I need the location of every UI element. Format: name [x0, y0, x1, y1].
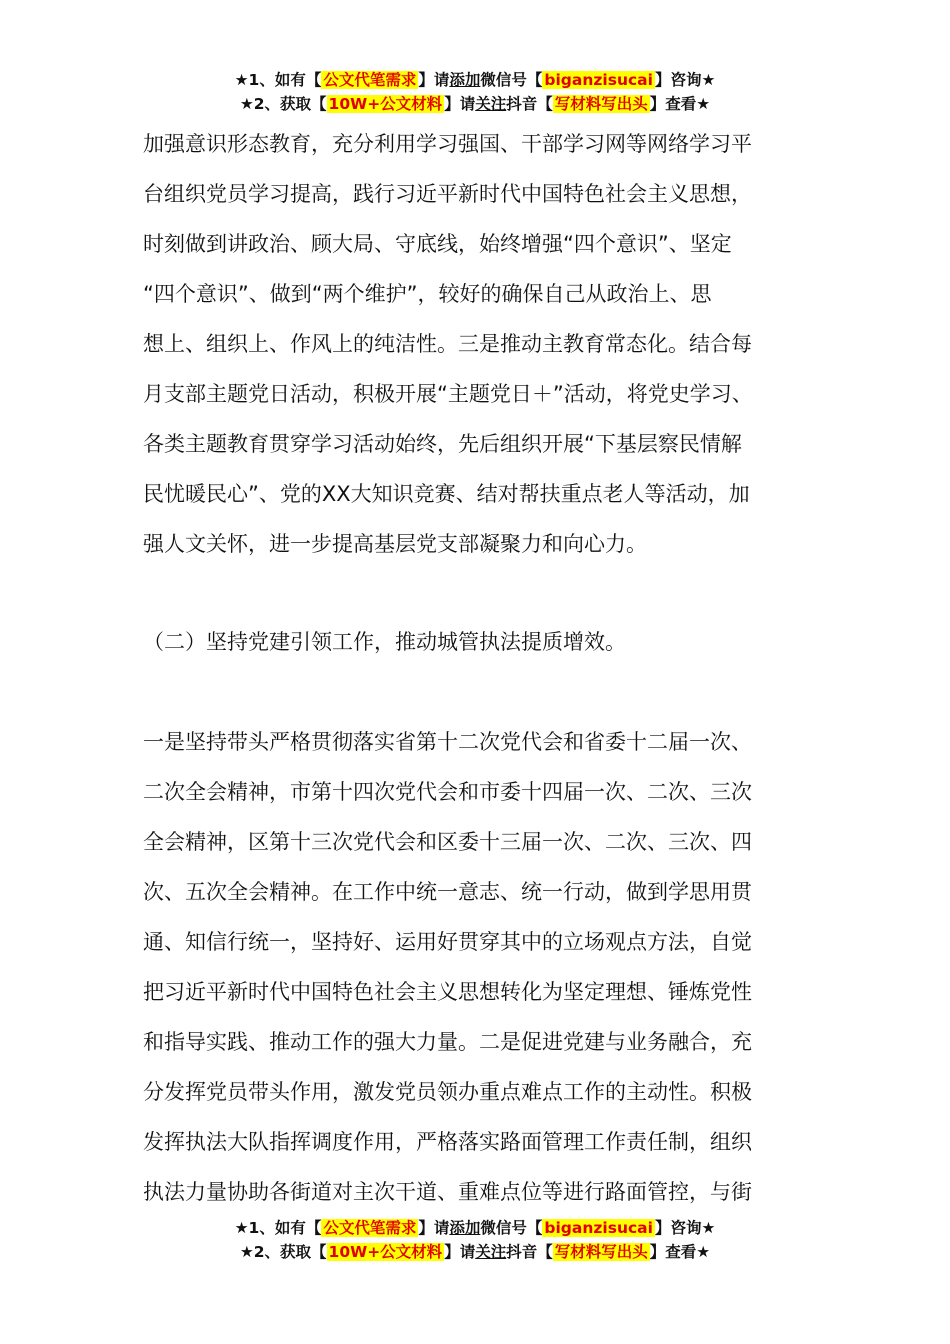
- banner-text: 微信号【: [480, 71, 543, 89]
- text-line: 次、五次全会精神。在工作中统一意志、统一行动，做到学思用贯: [143, 880, 752, 904]
- banner-text: 微信号【: [480, 1219, 543, 1237]
- banner-line-2: [0, 1240, 950, 1264]
- section-heading: [143, 617, 823, 667]
- text-line: 和指导实践、推动工作的强大力量。二是促进党建与业务融合，充: [143, 1030, 752, 1054]
- text-line: 民忧暖民心”、党的XX大知识竞赛、结对帮扶重点老人等活动，加: [143, 482, 750, 506]
- banner-text: ★1、如有【: [234, 1219, 322, 1237]
- banner-line-1: [0, 1216, 950, 1240]
- banner-highlight: 10W+公文材料: [328, 1243, 443, 1261]
- banner-text: ★2、获取【: [239, 95, 327, 113]
- banner-underline: 添加: [449, 1219, 481, 1237]
- banner-highlight: 10W+公文材料: [328, 95, 443, 113]
- footer-banner: [0, 1216, 950, 1264]
- banner-highlight: 写材料写出头: [554, 1243, 648, 1261]
- text-line: 强人文关怀，进一步提高基层党支部凝聚力和向心力。: [143, 532, 647, 556]
- banner-text: 】请: [444, 95, 476, 113]
- text-line: 时刻做到讲政治、顾大局、守底线，始终增强“四个意识”、坚定: [143, 232, 732, 256]
- banner-text: 】咨询★: [654, 1219, 716, 1237]
- banner-highlight: 公文代笔需求: [323, 71, 417, 89]
- banner-text: 】请: [418, 71, 450, 89]
- banner-text: 】请: [444, 1243, 476, 1261]
- text-line: “四个意识”、做到“两个维护”，较好的确保自己从政治上、思: [143, 282, 712, 306]
- banner-highlight: 公文代笔需求: [323, 1219, 417, 1237]
- banner-text: 抖音【: [506, 95, 553, 113]
- text-line: 月支部主题党日活动，积极开展“主题党日＋”活动，将党史学习、: [143, 382, 753, 406]
- heading-text: （二）坚持党建引领工作，推动城管执法提质增效。: [143, 630, 626, 654]
- text-line: 通、知信行统一，坚持好、运用好贯穿其中的立场观点方法，自觉: [143, 930, 752, 954]
- banner-text: 】请: [418, 1219, 450, 1237]
- text-line: 二次全会精神，市第十四次党代会和市委十四届一次、二次、三次: [143, 780, 752, 804]
- text-line: 分发挥党员带头作用，激发党员领办重点难点工作的主动性。积极: [143, 1080, 752, 1104]
- banner-underline: 关注: [475, 1243, 507, 1261]
- banner-highlight: biganzisucai: [544, 1219, 653, 1237]
- paragraph-1: [143, 119, 823, 569]
- text-line: 想上、组织上、作风上的纯洁性。三是推动主教育常态化。结合每: [143, 332, 752, 356]
- banner-text: 】查看★: [649, 95, 711, 113]
- banner-highlight: biganzisucai: [544, 71, 653, 89]
- banner-underline: 添加: [449, 71, 481, 89]
- text-line: 一是坚持带头严格贯彻落实省第十二次党代会和省委十二届一次、: [143, 730, 752, 754]
- banner-highlight: 写材料写出头: [554, 95, 648, 113]
- text-line: 各类主题教育贯穿学习活动始终，先后组织开展“下基层察民情解: [143, 432, 742, 456]
- header-banner: [0, 68, 950, 116]
- text-line: 加强意识形态教育，充分利用学习强国、干部学习网等网络学习平: [143, 132, 752, 156]
- banner-text: 】查看★: [649, 1243, 711, 1261]
- banner-text: ★2、获取【: [239, 1243, 327, 1261]
- banner-text: 】咨询★: [654, 71, 716, 89]
- banner-line-1: [0, 68, 950, 92]
- banner-text: ★1、如有【: [234, 71, 322, 89]
- banner-line-2: [0, 92, 950, 116]
- paragraph-2: [143, 717, 823, 1217]
- text-line: 台组织党员学习提高，践行习近平新时代中国特色社会主义思想，: [143, 182, 752, 206]
- text-line: 把习近平新时代中国特色社会主义思想转化为坚定理想、锤炼党性: [143, 980, 752, 1004]
- text-line: 发挥执法大队指挥调度作用，严格落实路面管理工作责任制，组织: [143, 1130, 752, 1154]
- banner-underline: 关注: [475, 95, 507, 113]
- text-line: 执法力量协助各街道对主次干道、重难点位等进行路面管控，与街: [143, 1180, 752, 1204]
- text-line: 全会精神，区第十三次党代会和区委十三届一次、二次、三次、四: [143, 830, 752, 854]
- banner-text: 抖音【: [506, 1243, 553, 1261]
